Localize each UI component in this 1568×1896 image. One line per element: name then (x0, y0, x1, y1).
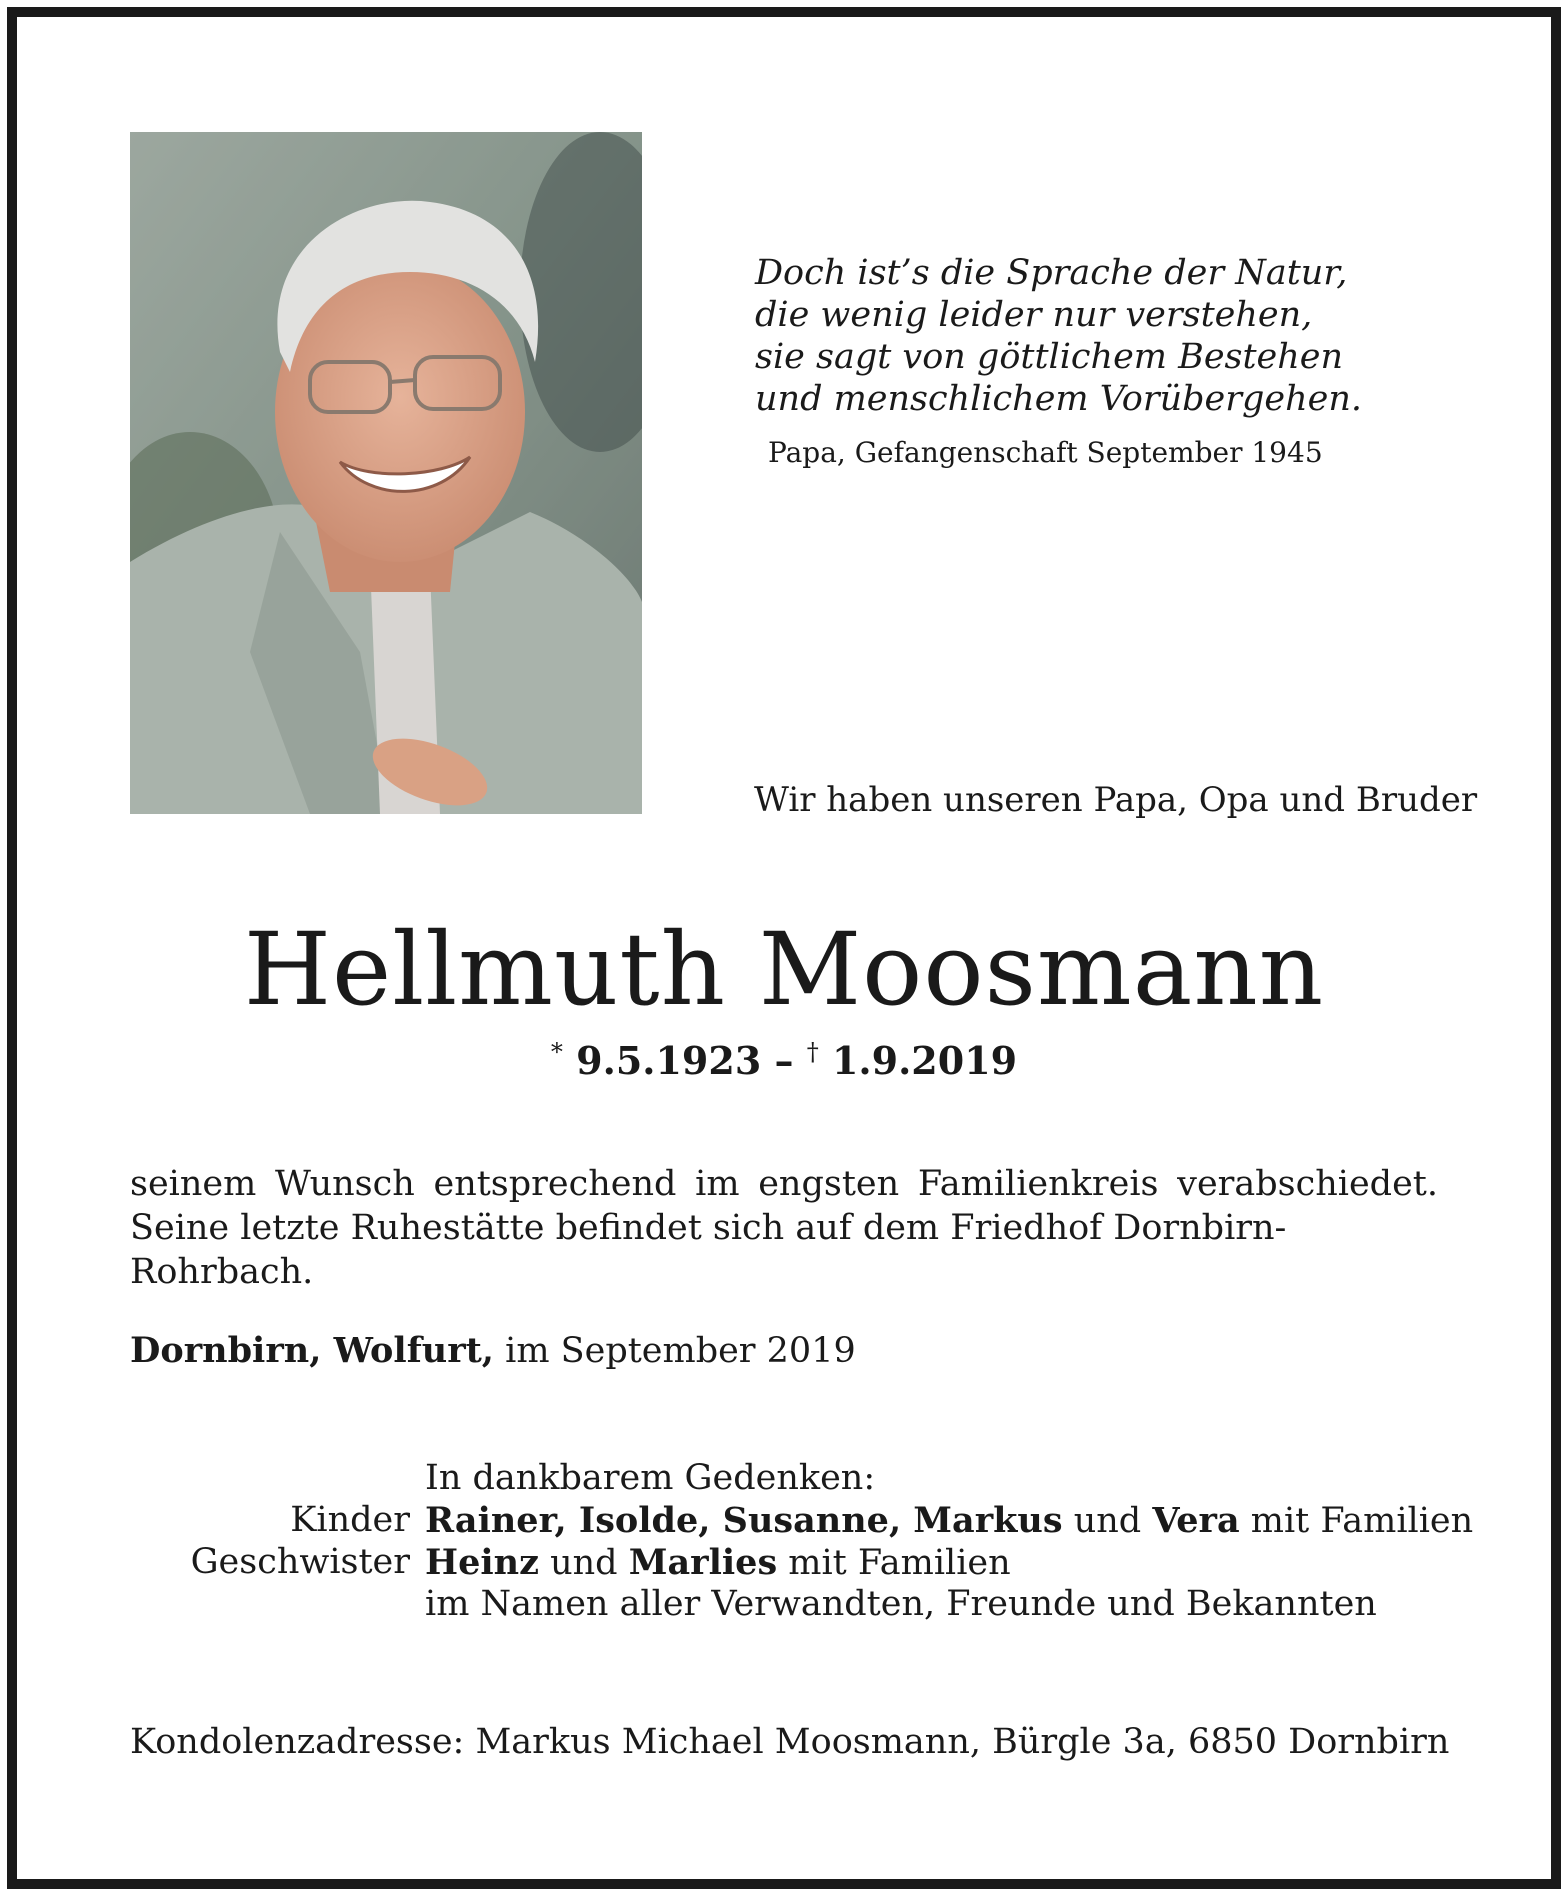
poem-line: die wenig leider nur verstehen, (755, 295, 1313, 335)
birth-symbol: * (550, 1038, 563, 1066)
death-symbol: † (806, 1038, 819, 1066)
poem-line: Doch ist’s die Sprache der Natur, (755, 253, 1348, 293)
poem-source: Papa, Gefangenschaft September 1945 (768, 436, 1323, 469)
deceased-name: Hellmuth Moosmann (243, 911, 1325, 1028)
body-line: Seine letzte Ruhestätte befindet sich auf dem Friedhof Dornbirn-Rohrbach. (130, 1208, 1287, 1292)
children-list: Rainer, Isolde, Susanne, Markus (425, 1500, 1063, 1541)
child-last: Vera (1152, 1500, 1240, 1541)
siblings-suffix: mit Familien (777, 1543, 1011, 1583)
portrait-photo (130, 132, 642, 814)
sibling-last: Marlies (628, 1542, 778, 1583)
gratitude-heading: In dankbarem Gedenken: (425, 1458, 876, 1498)
condolence-address: Kondolenzadresse: Markus Michael Moosmann, Bürgle 3a, 6850 Dornbirn (130, 1722, 1450, 1762)
children-suffix: mit Familien (1239, 1501, 1474, 1541)
poem (755, 252, 1362, 420)
life-dates (0, 1038, 1568, 1083)
siblings-label: Geschwister (190, 1542, 410, 1582)
portrait-illustration (130, 132, 642, 814)
date-separator: – (774, 1038, 794, 1083)
place-names: Dornbirn, Wolfurt, (130, 1330, 494, 1371)
poem-line: sie sagt von göttlichem Bestehen (755, 337, 1344, 377)
poem-line: und menschlichem Vorübergehen. (755, 379, 1363, 419)
conjunction: und (538, 1543, 629, 1583)
birth-date: 9.5.1923 (576, 1038, 762, 1083)
siblings-names (425, 1542, 1011, 1583)
children-label: Kinder (290, 1500, 410, 1540)
intro-text: Wir haben unseren Papa, Opa und Bruder (754, 780, 1478, 820)
death-date: 1.9.2019 (831, 1038, 1018, 1083)
conjunction: und (1062, 1501, 1153, 1541)
body-line: seinem Wunsch entsprechend im engsten Familienkreis verabschiedet. (130, 1164, 1438, 1204)
sibling-first: Heinz (425, 1542, 539, 1583)
others-line: im Namen aller Verwandten, Freunde und Bekannten (425, 1584, 1377, 1624)
announcement-body (130, 1162, 1438, 1294)
place-date-text: im September 2019 (494, 1331, 856, 1371)
children-names (425, 1500, 1473, 1541)
place-date (130, 1330, 856, 1371)
